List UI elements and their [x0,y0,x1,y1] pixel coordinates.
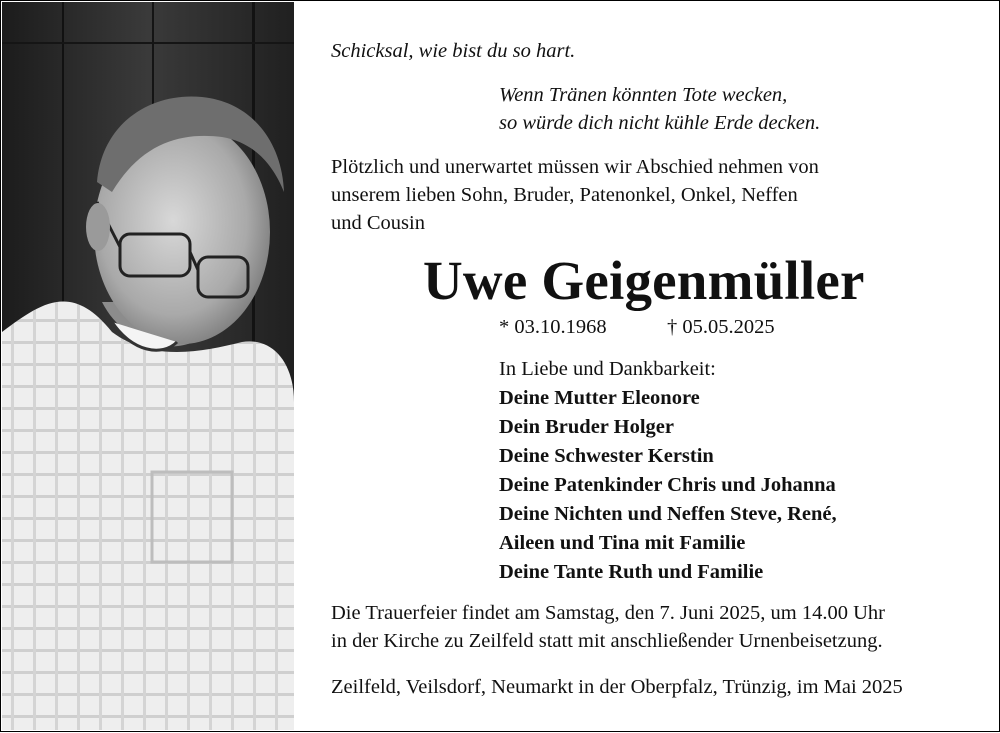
mourner-line: Aileen und Tina mit Familie [499,532,746,554]
mourners-intro: In Liebe und Dankbarkeit: [499,358,716,380]
portrait-photo [2,2,294,730]
obituary-text [331,1,981,733]
announcement-line-1: Plötzlich und unerwartet müssen wir Abschied nehmen von [331,156,819,178]
birth-date: * 03.10.1968 [499,316,607,338]
mourner-line: Deine Schwester Kerstin [499,445,714,467]
funeral-line-2: in der Kirche zu Zeilfeld statt mit anschließender Urnenbeisetzung. [331,630,883,652]
mourner-line: Deine Mutter Eleonore [499,387,700,409]
poem-line-2: Wenn Tränen könnten Tote wecken, [499,84,788,106]
poem-line-3: so würde dich nicht kühle Erde decken. [499,112,821,134]
death-date: † 05.05.2025 [667,316,775,338]
announcement-line-3: und Cousin [331,212,425,234]
mourner-line: Dein Bruder Holger [499,416,674,438]
mourner-line: Deine Nichten und Neffen Steve, René, [499,503,837,525]
mourner-line: Deine Patenkinder Chris und Johanna [499,474,836,496]
funeral-line-1: Die Trauerfeier findet am Samstag, den 7. Juni 2025, um 14.00 Uhr [331,602,885,624]
mourner-line: Deine Tante Ruth und Familie [499,561,764,583]
places-date-line: Zeilfeld, Veilsdorf, Neumarkt in der Oberpfalz, Trünzig, im Mai 2025 [331,676,903,698]
announcement-line-2: unserem lieben Sohn, Bruder, Patenonkel, Onkel, Neffen [331,184,798,206]
poem-line-1: Schicksal, wie bist du so hart. [331,40,576,62]
deceased-name: Uwe Geigenmüller [423,250,865,311]
